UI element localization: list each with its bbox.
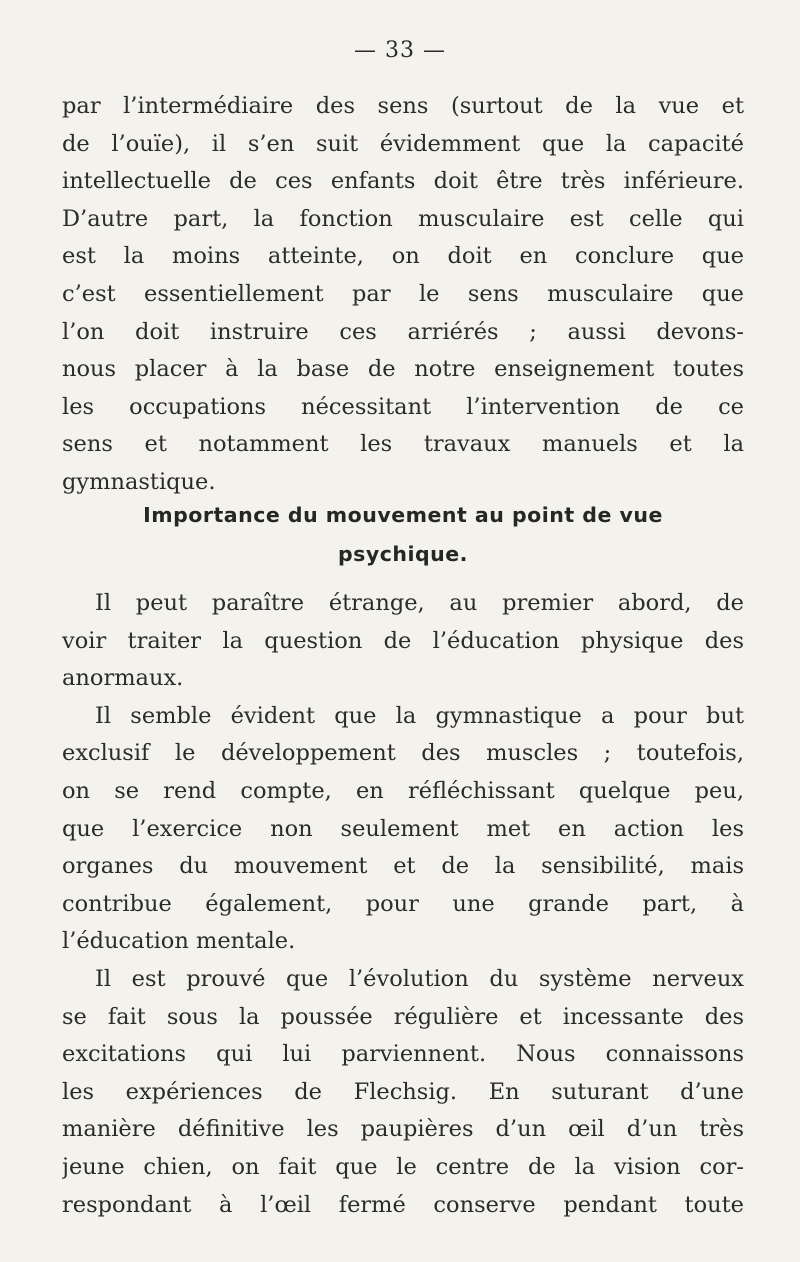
text-line: intellectuelle de ces enfants doit être très inférieure. xyxy=(62,168,744,195)
text-line: les occupations nécessitant l’intervention de ce xyxy=(62,393,744,420)
text-line: que l’exercice non seulement met en action les xyxy=(62,815,744,842)
text-line: organes du mouvement et de la sensibilité, mais xyxy=(62,853,744,880)
text-line: manière définitive les paupières d’un œil d’un très xyxy=(62,1116,744,1143)
text-line: exclusif le développement des muscles ; toutefois, xyxy=(62,740,744,767)
text-line: les expériences de Flechsig. En suturant d’une xyxy=(62,1078,744,1105)
text-line: contribue également, pour une grande part, à xyxy=(62,890,744,917)
paragraph-1 xyxy=(62,88,744,502)
text-line: D’autre part, la fonction musculaire est celle qui xyxy=(62,205,744,232)
text-line: respondant à l’œil fermé conserve pendant toute xyxy=(62,1191,744,1218)
section-heading-line-1: Importance du mouvement au point de vue xyxy=(143,503,663,527)
text-line: par l’intermédiaire des sens (surtout de la vue et xyxy=(62,93,744,119)
text-line: anormaux. xyxy=(62,665,184,692)
text-line: nous placer à la base de notre enseignement toutes xyxy=(62,356,744,383)
text-line: c’est essentiellement par le sens musculaire que xyxy=(62,280,744,307)
section-heading-line-2: psychique. xyxy=(338,542,468,566)
text-line: gymnastique. xyxy=(62,468,216,495)
text-line: se fait sous la poussée régulière et incessante des xyxy=(62,1003,744,1030)
text-line: est la moins atteinte, on doit en conclure que xyxy=(62,243,744,270)
text-line: sens et notamment les travaux manuels et la xyxy=(62,431,744,458)
paragraph-2 xyxy=(62,585,744,1224)
text-line: jeune chien, on fait que le centre de la vision cor- xyxy=(62,1153,744,1180)
page-number: — 33 — xyxy=(354,38,446,63)
text-line: on se rend compte, en réfléchissant quelque peu, xyxy=(62,777,744,804)
text-line: Il peut paraître étrange, au premier abord, de xyxy=(95,590,744,616)
text-line: l’on doit instruire ces arriérés ; aussi devons- xyxy=(62,318,744,345)
text-line: excitations qui lui parviennent. Nous connaissons xyxy=(62,1041,744,1068)
text-line: de l’ouïe), il s’en suit évidemment que la capacité xyxy=(62,130,744,157)
text-line: l’éducation mentale. xyxy=(62,928,296,955)
text-line: voir traiter la question de l’éducation physique des xyxy=(62,627,744,654)
section-heading xyxy=(62,496,744,574)
text-line: Il est prouvé que l’évolution du système nerveux xyxy=(95,965,744,992)
text-line: Il semble évident que la gymnastique a pour but xyxy=(95,702,744,729)
